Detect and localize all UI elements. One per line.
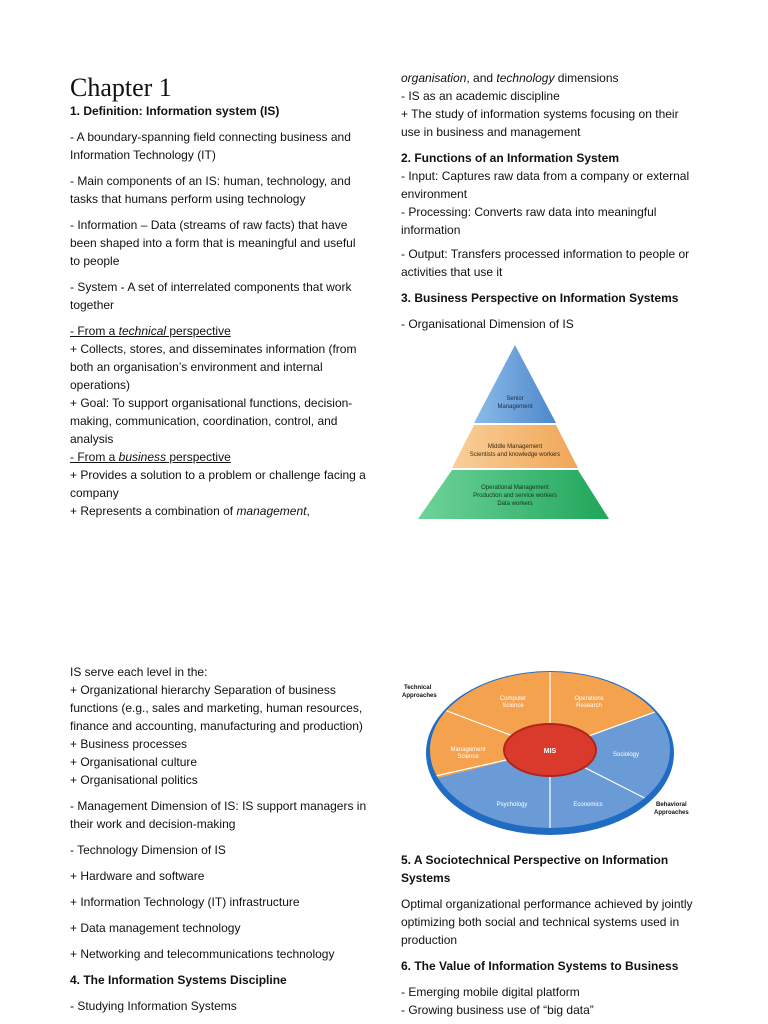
hardware-software: + Hardware and software — [70, 869, 205, 883]
bus-prefix: - From a — [70, 450, 119, 464]
para-optimal: Optimal organizational performance achieved by jointly optimizing both social and technical systems used in production — [401, 897, 693, 947]
org-politics: + Organisational politics — [70, 773, 198, 787]
behavioral-l2: Approaches — [654, 810, 689, 816]
it-infrastructure: + Information Technology (IT) infrastructure — [70, 895, 300, 909]
heading-sociotechnical: 5. A Sociotechnical Perspective on Information Systems — [401, 853, 669, 885]
organisational-dimension: - Organisational Dimension of IS — [401, 317, 574, 331]
para-information: - Information – Data (streams of raw facts) that have been shaped into a form that is meaningful and useful to people — [70, 218, 356, 268]
approaches-diagram — [398, 660, 704, 840]
continuation-dimensions — [401, 69, 697, 87]
sociology-label: Sociology — [612, 752, 640, 758]
function-output: - Output: Transfers processed information to people or activities that use it — [401, 247, 690, 279]
ms-l2: Science — [457, 754, 479, 760]
networking: + Networking and telecommunications technology — [70, 947, 335, 961]
or-l1: Operations — [574, 696, 604, 702]
pyramid-middle-l2: Scientists and knowledge workers — [469, 452, 561, 458]
page1-left-column — [70, 73, 368, 520]
page2-right-column — [401, 851, 697, 1019]
cont-italic1: organisation — [401, 71, 467, 85]
heading-business-perspective: 3. Business Perspective on Information Systems — [401, 291, 679, 305]
behavioral-l1: Behavioral — [656, 802, 687, 808]
page1-right-column — [401, 69, 697, 333]
bus-point-solution: + Provides a solution to a problem or challenge facing a company — [70, 468, 366, 500]
pyramid-senior-l1: Senior — [506, 396, 524, 402]
org-culture: + Organisational culture — [70, 755, 198, 769]
studying-is: - Studying Information Systems — [70, 999, 237, 1013]
or-l2: Research — [576, 703, 602, 709]
business-processes: + Business processes — [70, 737, 188, 751]
tech-prefix: - From a — [70, 324, 119, 338]
is-study: + The study of information systems focusing on their use in business and management — [401, 107, 679, 139]
heading-functions: 2. Functions of an Information System — [401, 151, 620, 165]
bus-point-combination — [70, 502, 368, 520]
heading-is-discipline: 4. The Information Systems Discipline — [70, 973, 287, 987]
function-processing: - Processing: Converts raw data into meaningful information — [401, 205, 657, 237]
function-input: - Input: Captures raw data from a company or external environment — [401, 169, 690, 201]
cont-mid: , and — [466, 71, 497, 85]
pyramid-ops-l1: Operational Management — [481, 485, 549, 491]
technical-perspective-heading — [70, 322, 368, 340]
business-perspective-heading — [70, 448, 368, 466]
b2-italic: management — [236, 504, 307, 518]
pyramid-ops-l2: Production and service workers — [473, 493, 557, 499]
tech-word: technical — [118, 324, 167, 338]
para-boundary: - A boundary-spanning field connecting business and Information Technology (IT) — [70, 130, 351, 162]
is-serve-levels: IS serve each level in the: — [70, 665, 208, 679]
mis-label: MIS — [543, 748, 557, 755]
pyramid-ops-l3: Data workers — [497, 501, 533, 507]
org-hierarchy: + Organizational hierarchy Separation of business functions (e.g., sales and marketing, human resources, finance and accounting, manufacturing and production) — [70, 683, 363, 733]
b2-suffix: , — [306, 504, 310, 518]
pyramid-senior-tier — [474, 345, 556, 423]
pyramid-middle-l1: Middle Management — [487, 444, 543, 450]
b2-prefix: + Represents a combination of — [70, 504, 237, 518]
technical-l2: Approaches — [402, 693, 437, 699]
technical-l1: Technical — [404, 685, 432, 691]
bus-word: business — [118, 450, 167, 464]
cont-suffix: dimensions — [554, 71, 619, 85]
tech-point-goal: + Goal: To support organisational functions, decision-making, communication, coordination, control, and analysis — [70, 396, 353, 446]
data-management: + Data management technology — [70, 921, 241, 935]
cs-l1: Computer — [499, 696, 527, 702]
tech-suffix: perspective — [166, 324, 231, 338]
value-mobile: - Emerging mobile digital platform — [401, 985, 580, 999]
heading-value: 6. The Value of Information Systems to Business — [401, 959, 679, 973]
para-system: - System - A set of interrelated components that work together — [70, 280, 352, 312]
chapter-title: Chapter 1 — [70, 73, 172, 102]
cont-italic2: technology — [496, 71, 555, 85]
bus-suffix: perspective — [166, 450, 231, 464]
para-components: - Main components of an IS: human, technology, and tasks that humans perform using technology — [70, 174, 351, 206]
ms-l1: Management — [450, 747, 486, 753]
value-big-data: - Growing business use of “big data” — [401, 1003, 594, 1017]
tech-point-collects: + Collects, stores, and disseminates information (from both an organisation’s environment and internal operations) — [70, 342, 357, 392]
is-academic: - IS as an academic discipline — [401, 89, 560, 103]
organisation-pyramid-figure — [410, 340, 620, 525]
cs-l2: Science — [502, 703, 524, 709]
pyramid-senior-l2: Management — [497, 404, 533, 410]
management-dimension: - Management Dimension of IS: IS support managers in their work and decision-making — [70, 799, 367, 831]
psychology-label: Psychology — [496, 802, 528, 808]
heading-definition: 1. Definition: Information system (IS) — [70, 104, 280, 118]
page2-left-column — [70, 663, 368, 1015]
technology-dimension: - Technology Dimension of IS — [70, 843, 226, 857]
economics-label: Economics — [573, 802, 603, 808]
